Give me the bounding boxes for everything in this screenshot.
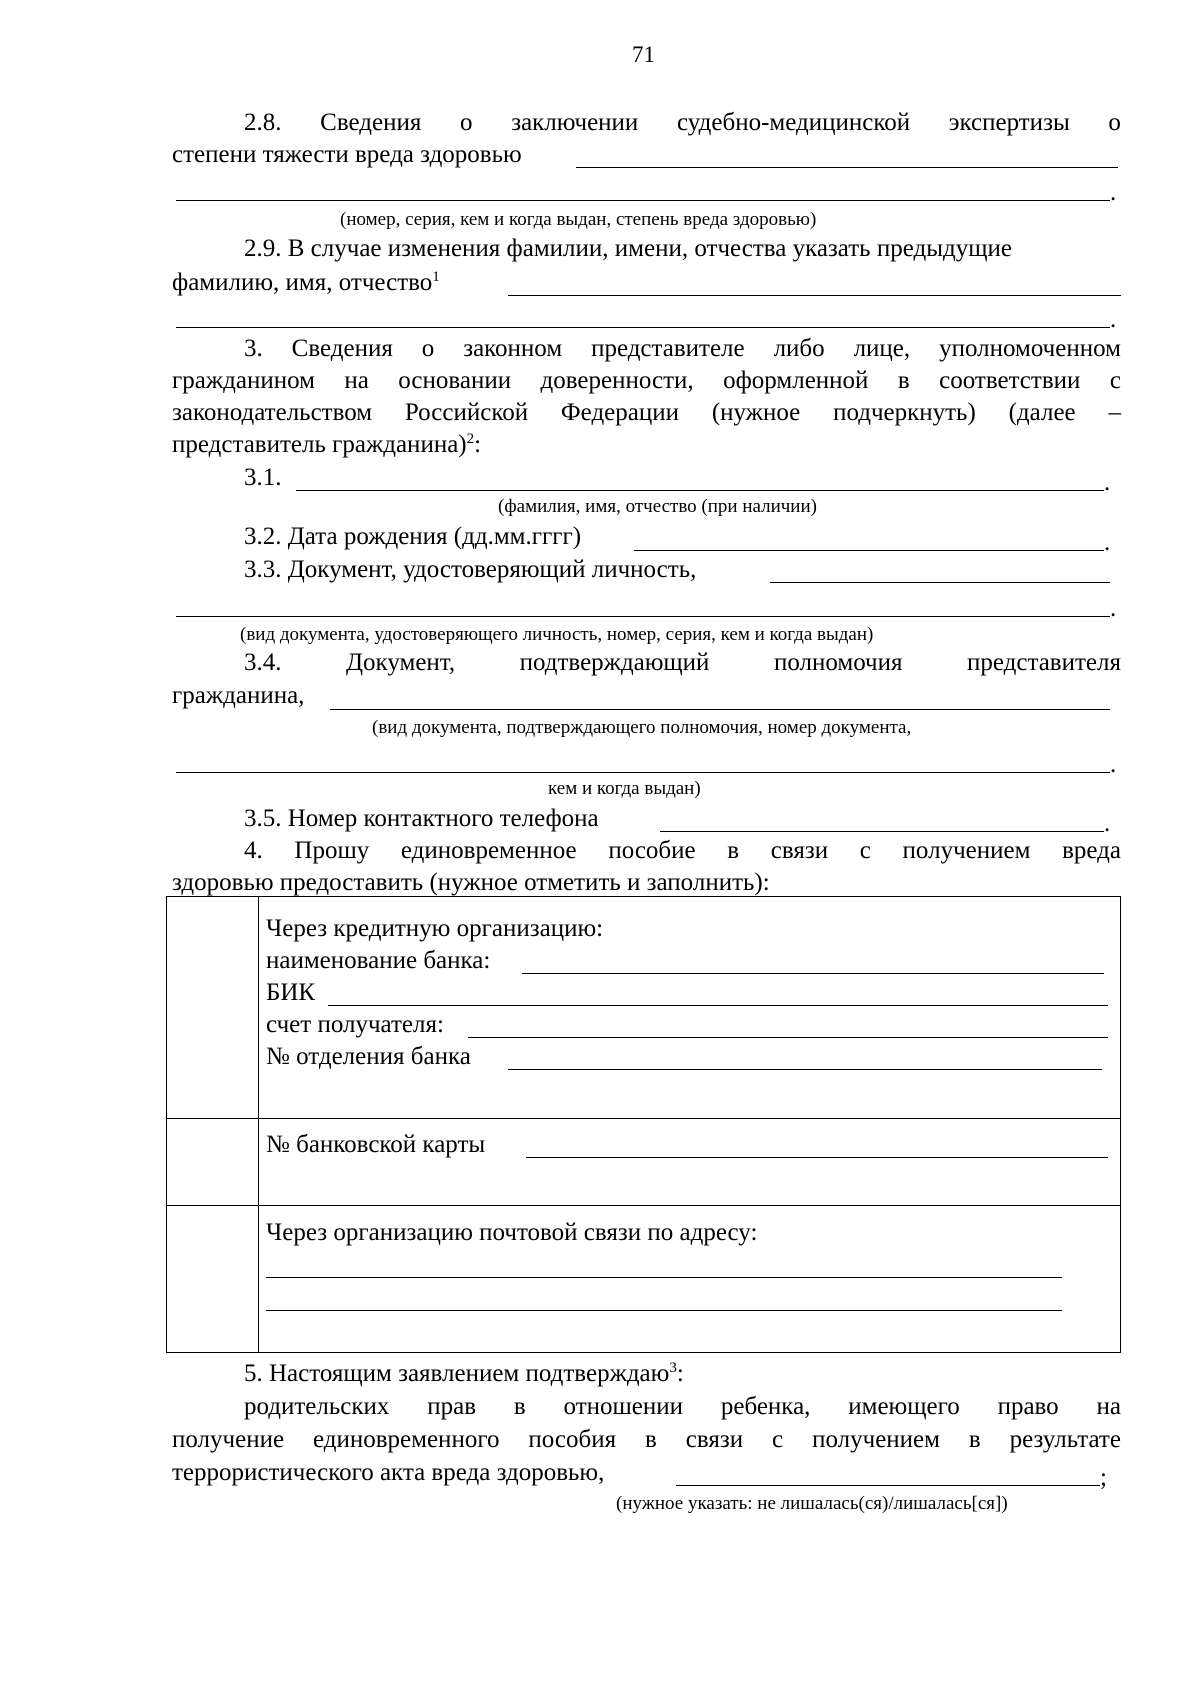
section-3-line4-text: представитель гражданина) xyxy=(172,431,467,458)
period: . xyxy=(1104,529,1111,556)
section-3-4-line1 xyxy=(244,648,1121,678)
bik-field[interactable] xyxy=(328,1005,1108,1006)
word: вреда xyxy=(1062,837,1121,864)
word: судебно-медицинской xyxy=(676,109,911,136)
word: с xyxy=(772,1426,784,1453)
blank-3-2[interactable] xyxy=(634,550,1104,551)
card-field[interactable] xyxy=(526,1157,1108,1158)
section-2-9-text: фамилию, имя, отчество xyxy=(172,269,433,296)
word: в xyxy=(645,1426,657,1453)
word: Российской xyxy=(404,399,529,426)
section-3-line3 xyxy=(172,398,1121,428)
word: получением xyxy=(812,1426,940,1453)
blank-3-4-a[interactable] xyxy=(330,709,1110,710)
period: . xyxy=(1104,469,1111,496)
blank-3-4-b[interactable] xyxy=(176,772,1110,773)
word: законодательством xyxy=(172,399,373,426)
word: – xyxy=(1108,399,1121,426)
section-3-line2 xyxy=(172,366,1121,396)
word: пособия xyxy=(528,1426,617,1453)
bank-name-field[interactable] xyxy=(522,973,1104,974)
section-5-line1 xyxy=(244,1392,1121,1422)
word: (далее xyxy=(1008,399,1076,426)
word: с xyxy=(859,837,871,864)
word: Сведения xyxy=(320,109,422,136)
section-4-line1 xyxy=(244,836,1121,866)
period: . xyxy=(1104,810,1111,837)
colon: : xyxy=(474,431,482,458)
word: представителя xyxy=(967,649,1121,676)
word: лице, xyxy=(853,335,911,362)
word: на xyxy=(1096,1393,1121,1420)
period: . xyxy=(1110,751,1117,778)
section-2-8-line2: степени тяжести вреда здоровью xyxy=(172,141,522,168)
table-row-divider xyxy=(166,1118,1121,1119)
word: имеющего xyxy=(848,1393,960,1420)
word: 3.4. xyxy=(244,649,282,676)
word: основании xyxy=(398,367,512,394)
word: результате xyxy=(1009,1426,1121,1453)
section-3-4-line2: гражданина, xyxy=(172,682,305,709)
account-field[interactable] xyxy=(468,1037,1108,1038)
word: (нужное xyxy=(711,399,801,426)
footnote-2: 2 xyxy=(466,431,475,447)
blank-3-3-a[interactable] xyxy=(770,582,1110,583)
section-5-line3: террористического акта вреда здоровью, xyxy=(172,1459,605,1486)
page-number: 71 xyxy=(632,42,655,67)
word: связи xyxy=(685,1426,744,1453)
word: заключении xyxy=(511,109,639,136)
checkbox-post[interactable] xyxy=(168,1207,256,1351)
word: Документ, xyxy=(346,649,456,676)
word: прав xyxy=(427,1393,477,1420)
colon: : xyxy=(676,1360,684,1387)
footnote-3: 3 xyxy=(669,1360,677,1376)
caption-3-3: (вид документа, удостоверяющего личность, номер, серия, кем и когда выдан) xyxy=(240,624,874,645)
checkbox-bank[interactable] xyxy=(168,898,256,1117)
word: о xyxy=(1108,109,1121,136)
section-3-line4 xyxy=(172,430,481,460)
word: законном xyxy=(463,335,563,362)
bank-title: Через кредитную организацию: xyxy=(266,915,604,942)
word: 3. xyxy=(244,335,263,362)
section-3-3-label: 3.3. Документ, удостоверяющий личность, xyxy=(244,556,697,583)
caption-5: (нужное указать: не лишалась(ся)/лишалась[ся]) xyxy=(616,1493,1008,1514)
word: в xyxy=(897,367,910,394)
semicolon: ; xyxy=(1100,1464,1107,1491)
section-2-8-line1 xyxy=(244,108,1121,138)
table-row-divider xyxy=(166,1205,1121,1206)
caption-3-4-a: (вид документа, подтверждающего полномочия, номер документа, xyxy=(372,717,912,738)
word: оформленной xyxy=(723,367,869,394)
period: . xyxy=(1110,595,1117,622)
blank-2-9-b[interactable] xyxy=(176,327,1110,328)
section-4-line2: здоровью предоставить (нужное отметить и заполнить): xyxy=(172,869,770,896)
blank-2-8-a[interactable] xyxy=(576,167,1118,168)
word: получением xyxy=(902,837,1031,864)
word: либо xyxy=(773,335,825,362)
word: полномочия xyxy=(773,649,903,676)
word: соответствии xyxy=(939,367,1081,394)
blank-2-8-b[interactable] xyxy=(176,200,1110,201)
caption-2-8: (номер, серия, кем и когда выдан, степень вреда здоровью) xyxy=(340,209,817,230)
word: право xyxy=(997,1393,1059,1420)
word: единовременного xyxy=(313,1426,500,1453)
bank-name-label: наименование банка: xyxy=(266,947,491,974)
table-column-divider xyxy=(258,896,259,1353)
post-label: Через организацию почтовой связи по адресу: xyxy=(266,1219,758,1246)
word: отношении xyxy=(563,1393,683,1420)
word: представителе xyxy=(591,335,745,362)
footnote-1: 1 xyxy=(432,269,440,285)
section-5-label xyxy=(244,1359,684,1389)
section-2-9-line2 xyxy=(172,268,440,298)
section-2-9-line1: 2.9. В случае изменения фамилии, имени, отчества указать предыдущие xyxy=(244,235,1012,262)
section-5-text: 5. Настоящим заявлением подтверждаю xyxy=(244,1360,670,1387)
post-address-line-2[interactable] xyxy=(266,1310,1062,1311)
word: ребенка, xyxy=(720,1393,811,1420)
section-3-1-label: 3.1. xyxy=(244,464,282,491)
section-3-line1 xyxy=(244,334,1121,364)
word: доверенности, xyxy=(540,367,694,394)
blank-2-9-a[interactable] xyxy=(508,295,1121,296)
blank-3-1[interactable] xyxy=(296,490,1104,491)
blank-3-3-b[interactable] xyxy=(176,616,1110,617)
word: Прошу xyxy=(294,837,370,864)
word: 4. xyxy=(244,837,263,864)
blank-5[interactable] xyxy=(676,1485,1100,1486)
word: получение xyxy=(172,1426,285,1453)
word: родительских xyxy=(244,1393,390,1420)
period: . xyxy=(1110,179,1117,206)
bik-label: БИК xyxy=(266,979,316,1006)
word: уполномоченном xyxy=(939,335,1121,362)
period: . xyxy=(1110,306,1117,333)
word: единовременное xyxy=(400,837,577,864)
word: о xyxy=(460,109,473,136)
word: подтверждающий xyxy=(519,649,710,676)
branch-field[interactable] xyxy=(508,1069,1102,1070)
blank-3-5[interactable] xyxy=(660,831,1104,832)
checkbox-card[interactable] xyxy=(168,1120,256,1204)
word: о xyxy=(421,335,435,362)
caption-3-1: (фамилия, имя, отчество (при наличии) xyxy=(498,496,817,517)
word: с xyxy=(1109,367,1121,394)
word: экспертизы xyxy=(948,109,1070,136)
section-5-line2 xyxy=(172,1425,1121,1455)
post-address-line-1[interactable] xyxy=(266,1277,1062,1278)
word: Федерации xyxy=(560,399,679,426)
branch-label: № отделения банка xyxy=(266,1043,471,1070)
word: гражданином xyxy=(172,367,315,394)
account-label: счет получателя: xyxy=(266,1011,444,1038)
word: подчеркнуть) xyxy=(833,399,976,426)
word: в xyxy=(727,837,740,864)
caption-3-4-b: кем и когда выдан) xyxy=(548,778,701,799)
word: на xyxy=(344,367,369,394)
word: в xyxy=(513,1393,526,1420)
section-3-5-label: 3.5. Номер контактного телефона xyxy=(244,805,599,832)
section-3-2-label: 3.2. Дата рождения (дд.мм.гггг) xyxy=(244,523,582,550)
word: связи xyxy=(770,837,829,864)
word: в xyxy=(968,1426,981,1453)
word: 2.8. xyxy=(244,109,282,136)
word: пособие xyxy=(608,837,696,864)
word: Сведения xyxy=(291,335,393,362)
card-label: № банковской карты xyxy=(266,1131,486,1158)
